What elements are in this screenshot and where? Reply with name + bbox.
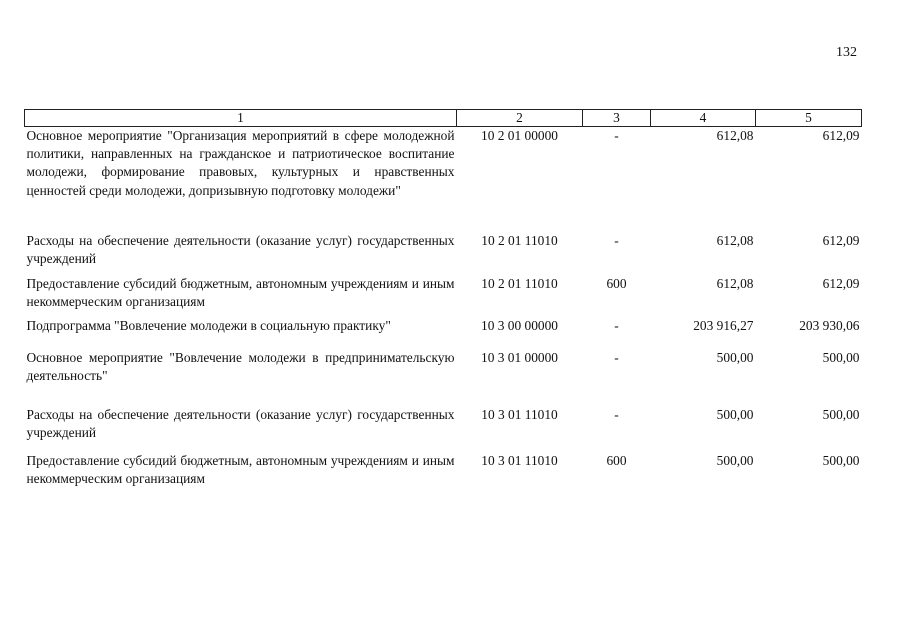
column-number-row: [25, 110, 862, 127]
column-header-5: 5: [756, 110, 862, 127]
row-name: Основное мероприятие "Организация мероприятий в сфере молодежной политики, направленных на гражданское и патриотическое воспитание молодежи, формирование правовых, культурных и нравственных ценностей среди молодежи, допризывную подготовку молодежи": [26, 128, 455, 198]
row-name: Предоставление субсидий бюджетным, автономным учреждениям и иным некоммерческим организациям: [26, 275, 455, 309]
table-row: [25, 317, 862, 349]
row-value-col4: 203 916,27: [693, 317, 754, 333]
row-value-col4: 612,08: [716, 232, 754, 248]
row-expense-type: 600: [606, 452, 627, 468]
table-row: [25, 232, 862, 275]
column-header-4: 4: [651, 110, 756, 127]
table-row: [25, 406, 862, 452]
row-value-col5: 500,00: [822, 452, 860, 468]
row-value-col5: 612,09: [822, 275, 860, 291]
row-value-col5: 612,09: [822, 128, 860, 143]
row-code: 10 3 00 00000: [481, 317, 558, 333]
row-expense-type: -: [614, 349, 619, 365]
row-value-col5: 203 930,06: [799, 317, 860, 333]
row-value-col4: 500,00: [716, 406, 754, 422]
row-code: 10 3 01 11010: [481, 452, 558, 468]
budget-table: [24, 109, 862, 492]
row-name: Расходы на обеспечение деятельности (оказание услуг) государственных учреждений: [26, 232, 455, 266]
row-code: 10 2 01 00000: [481, 128, 558, 143]
row-expense-type: -: [614, 232, 619, 248]
table-row: [25, 349, 862, 406]
column-header-1: 1: [25, 110, 457, 127]
row-name: Основное мероприятие "Вовлечение молодежи в предпринимательскую деятельность": [26, 349, 455, 383]
column-header-2: 2: [457, 110, 583, 127]
table-row: [25, 452, 862, 492]
row-value-col4: 612,08: [716, 128, 754, 143]
column-header-3: 3: [583, 110, 651, 127]
table-row: [25, 127, 862, 232]
row-expense-type: -: [614, 128, 619, 143]
row-code: 10 3 01 11010: [481, 406, 558, 422]
row-code: 10 2 01 11010: [481, 275, 558, 291]
row-expense-type: 600: [606, 275, 627, 291]
row-name: Расходы на обеспечение деятельности (оказание услуг) государственных учреждений: [26, 406, 455, 440]
row-value-col4: 500,00: [716, 452, 754, 468]
row-name: Подпрограмма "Вовлечение молодежи в социальную практику": [26, 317, 391, 333]
page-number: 132: [836, 45, 857, 60]
row-code: 10 2 01 11010: [481, 232, 558, 248]
row-expense-type: -: [614, 317, 619, 333]
table-row: [25, 275, 862, 317]
row-value-col5: 500,00: [822, 406, 860, 422]
row-value-col4: 500,00: [716, 349, 754, 365]
row-value-col4: 612,08: [716, 275, 754, 291]
row-value-col5: 612,09: [822, 232, 860, 248]
row-name: Предоставление субсидий бюджетным, автономным учреждениям и иным некоммерческим организациям: [26, 452, 455, 486]
row-expense-type: -: [614, 406, 619, 422]
row-value-col5: 500,00: [822, 349, 860, 365]
row-code: 10 3 01 00000: [481, 349, 558, 365]
